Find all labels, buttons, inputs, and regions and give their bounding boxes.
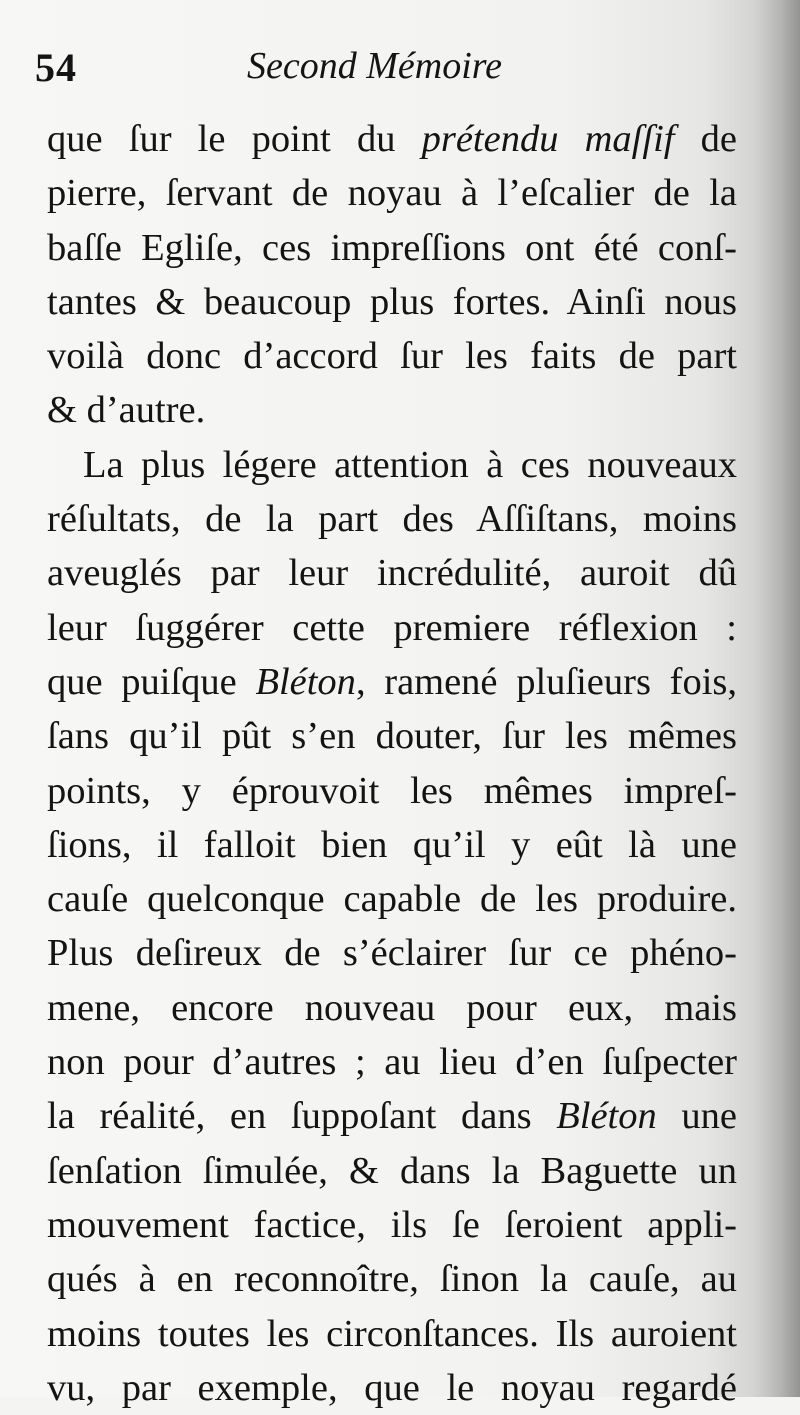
- running-title: Second Mémoire: [247, 45, 502, 87]
- text-line: réſultats, de la part des Aſſiſtans, moins: [47, 498, 737, 541]
- text-line: Plus deſireux de s’éclairer ſur ce phéno-: [47, 932, 737, 975]
- text-line: pierre, ſervant de noyau à l’eſcalier de la: [47, 172, 737, 215]
- body-text: [47, 112, 737, 1415]
- text-line: que puiſque Bléton, ramené pluſieurs fois,: [47, 660, 737, 703]
- text-line: baſſe Egliſe, ces impreſſions ont été conſ-: [47, 226, 737, 269]
- text-line: que ſur le point du prétendu maſſif de: [47, 118, 737, 160]
- text-line: tantes & beaucoup plus fortes. Ainſi nous: [47, 280, 737, 323]
- text-line: qués à en reconnoître, ſinon la cauſe, au: [47, 1258, 737, 1301]
- text-line: voilà donc d’accord ſur les faits de part: [47, 335, 737, 378]
- page-gutter-shadow: [754, 0, 800, 1397]
- text-line: cauſe quelconque capable de les produire.: [47, 878, 737, 921]
- page-number: 54: [35, 45, 77, 90]
- text-line: la réalité, en ſuppoſant dans Bléton une: [47, 1095, 738, 1138]
- text-line: ſions, il falloit bien qu’il y eût là une: [47, 823, 737, 866]
- text-line: ſans qu’il pût s’en douter, ſur les mêmes: [47, 715, 737, 758]
- text-line: aveuglés par leur incrédulité, auroit dû: [47, 552, 737, 595]
- text-line: La plus légere attention à ces nouveaux: [83, 443, 737, 486]
- page-header: [35, 40, 735, 100]
- text-line: ſenſation ſimulée, & dans la Baguette un: [47, 1149, 737, 1192]
- text-line: non pour d’autres ; au lieu d’en ſuſpecter: [47, 1041, 737, 1084]
- text-line: vu, par exemple, que le noyau regardé: [47, 1366, 737, 1409]
- text-line: & d’autre.: [47, 389, 206, 432]
- text-line: mouvement factice, ils ſe ſeroient appli-: [47, 1203, 737, 1246]
- text-line: leur ſuggérer cette premiere réflexion :: [47, 606, 737, 649]
- text-line: mene, encore nouveau pour eux, mais: [47, 986, 737, 1029]
- text-line: moins toutes les circonſtances. Ils auroient: [47, 1312, 737, 1355]
- text-line: points, y éprouvoit les mêmes impreſ-: [47, 769, 737, 812]
